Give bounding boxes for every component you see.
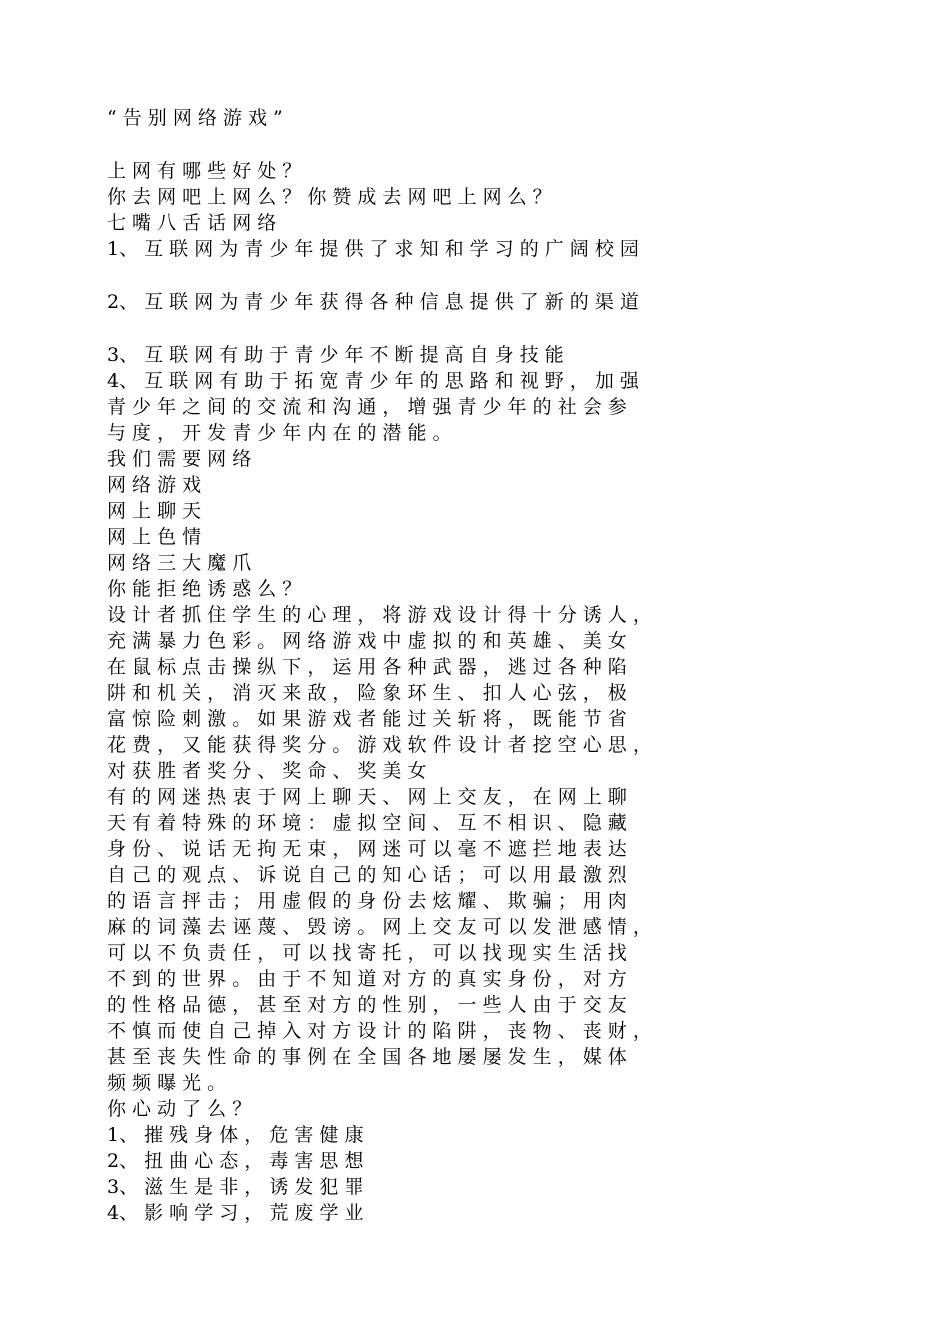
text-line: 你 能 拒 绝 诱 惑 么 ？ [107, 578, 302, 600]
text-line: 网 络 游 戏 [107, 474, 202, 496]
paragraph-line: 甚 至 丧 失 性 命 的 事 例 在 全 国 各 地 屡 屡 发 生 ， 媒 体 [107, 1046, 627, 1068]
paragraph-line: 的 性 格 品 德 ， 甚 至 对 方 的 性 别 ， 一 些 人 由 于 交 友 [107, 994, 627, 1016]
text-line: 上 网 有 哪 些 好 处 ？ [107, 160, 302, 182]
paragraph-line: 的 语 言 抨 击 ； 用 虚 假 的 身 份 去 炫 耀 、 欺 骗 ； 用 肉 [107, 890, 627, 912]
paragraph-line: 自 己 的 观 点 、 诉 说 自 己 的 知 心 话 ； 可 以 用 最 激 烈 [107, 864, 627, 886]
paragraph-line: 设 计 者 抓 住 学 生 的 心 理 ， 将 游 戏 设 计 得 十 分 诱 人 ， [107, 604, 652, 626]
paragraph-line: 富 惊 险 刺 激 。 如 果 游 戏 者 能 过 关 斩 将 ， 既 能 节 省 [107, 708, 627, 730]
paragraph-line: 有 的 网 迷 热 衷 于 网 上 聊 天 、 网 上 交 友 ， 在 网 上 聊 [107, 786, 627, 808]
paragraph-line: 身 份 、 说 话 无 拘 无 束 ， 网 迷 可 以 毫 不 遮 拦 地 表 达 [107, 838, 627, 860]
list-item: 1、 互 联 网 为 青 少 年 提 供 了 求 知 和 学 习 的 广 阔 校 园 [107, 238, 639, 260]
text-line: 网 上 聊 天 [107, 500, 202, 522]
section-heading: 网 络 三 大 魔 爪 [107, 552, 252, 574]
list-item: 2、 扭 曲 心 态 ， 毒 害 思 想 [107, 1150, 364, 1172]
paragraph-line: 在 鼠 标 点 击 操 纵 下 ， 运 用 各 种 武 器 ， 逃 过 各 种 陷 [107, 656, 627, 678]
paragraph-line: 不 到 的 世 界 。 由 于 不 知 道 对 方 的 真 实 身 份 ， 对 方 [107, 968, 627, 990]
list-item: 2、 互 联 网 为 青 少 年 获 得 各 种 信 息 提 供 了 新 的 渠 道 [107, 291, 639, 313]
text-line: 青 少 年 之 间 的 交 流 和 沟 通 ， 增 强 青 少 年 的 社 会 参 [107, 396, 627, 418]
text-line: 我 们 需 要 网 络 [107, 448, 252, 470]
paragraph-line: 频 频 曝 光 。 [107, 1072, 227, 1094]
list-item: 3、 滋 生 是 非 ， 诱 发 犯 罪 [107, 1176, 364, 1198]
paragraph-line: 对 获 胜 者 奖 分 、 奖 命 、 奖 美 女 [107, 760, 427, 782]
list-item: 1、 摧 残 身 体 ， 危 害 健 康 [107, 1124, 364, 1146]
document-title: “ 告 别 网 络 游 戏 ” [107, 107, 283, 129]
paragraph-line: 充 满 暴 力 色 彩 。 网 络 游 戏 中 虚 拟 的 和 英 雄 、 美 女 [107, 630, 627, 652]
paragraph-line: 麻 的 词 藻 去 诬 蔑 、 毁 谤 。 网 上 交 友 可 以 发 泄 感 情 ， [107, 916, 652, 938]
section-heading: 七 嘴 八 舌 话 网 络 [107, 212, 277, 234]
text-line: 你 去 网 吧 上 网 么 ？ 你 赞 成 去 网 吧 上 网 么 ？ [107, 186, 552, 208]
list-item: 4、 互 联 网 有 助 于 拓 宽 青 少 年 的 思 路 和 视 野 ， 加 强 [107, 370, 639, 392]
list-item: 3、 互 联 网 有 助 于 青 少 年 不 断 提 高 自 身 技 能 [107, 344, 564, 366]
section-heading: 你 心 动 了 么 ？ [107, 1098, 252, 1120]
paragraph-line: 阱 和 机 关 ， 消 灭 来 敌 ， 险 象 环 生 、 扣 人 心 弦 ， 极 [107, 682, 627, 704]
paragraph-line: 花 费 ， 又 能 获 得 奖 分 。 游 戏 软 件 设 计 者 挖 空 心 思 ， [107, 734, 652, 756]
paragraph-line: 不 慎 而 使 自 己 掉 入 对 方 设 计 的 陷 阱 ， 丧 物 、 丧 财 ， [107, 1020, 652, 1042]
text-line: 网 上 色 情 [107, 526, 202, 548]
list-item: 4、 影 响 学 习 ， 荒 废 学 业 [107, 1202, 364, 1224]
paragraph-line: 可 以 不 负 责 任 ， 可 以 找 寄 托 ， 可 以 找 现 实 生 活 找 [107, 942, 627, 964]
text-line: 与 度 ， 开 发 青 少 年 内 在 的 潜 能 。 [107, 422, 452, 444]
paragraph-line: 天 有 着 特 殊 的 环 境 ： 虚 拟 空 间 、 互 不 相 识 、 隐 藏 [107, 812, 627, 834]
